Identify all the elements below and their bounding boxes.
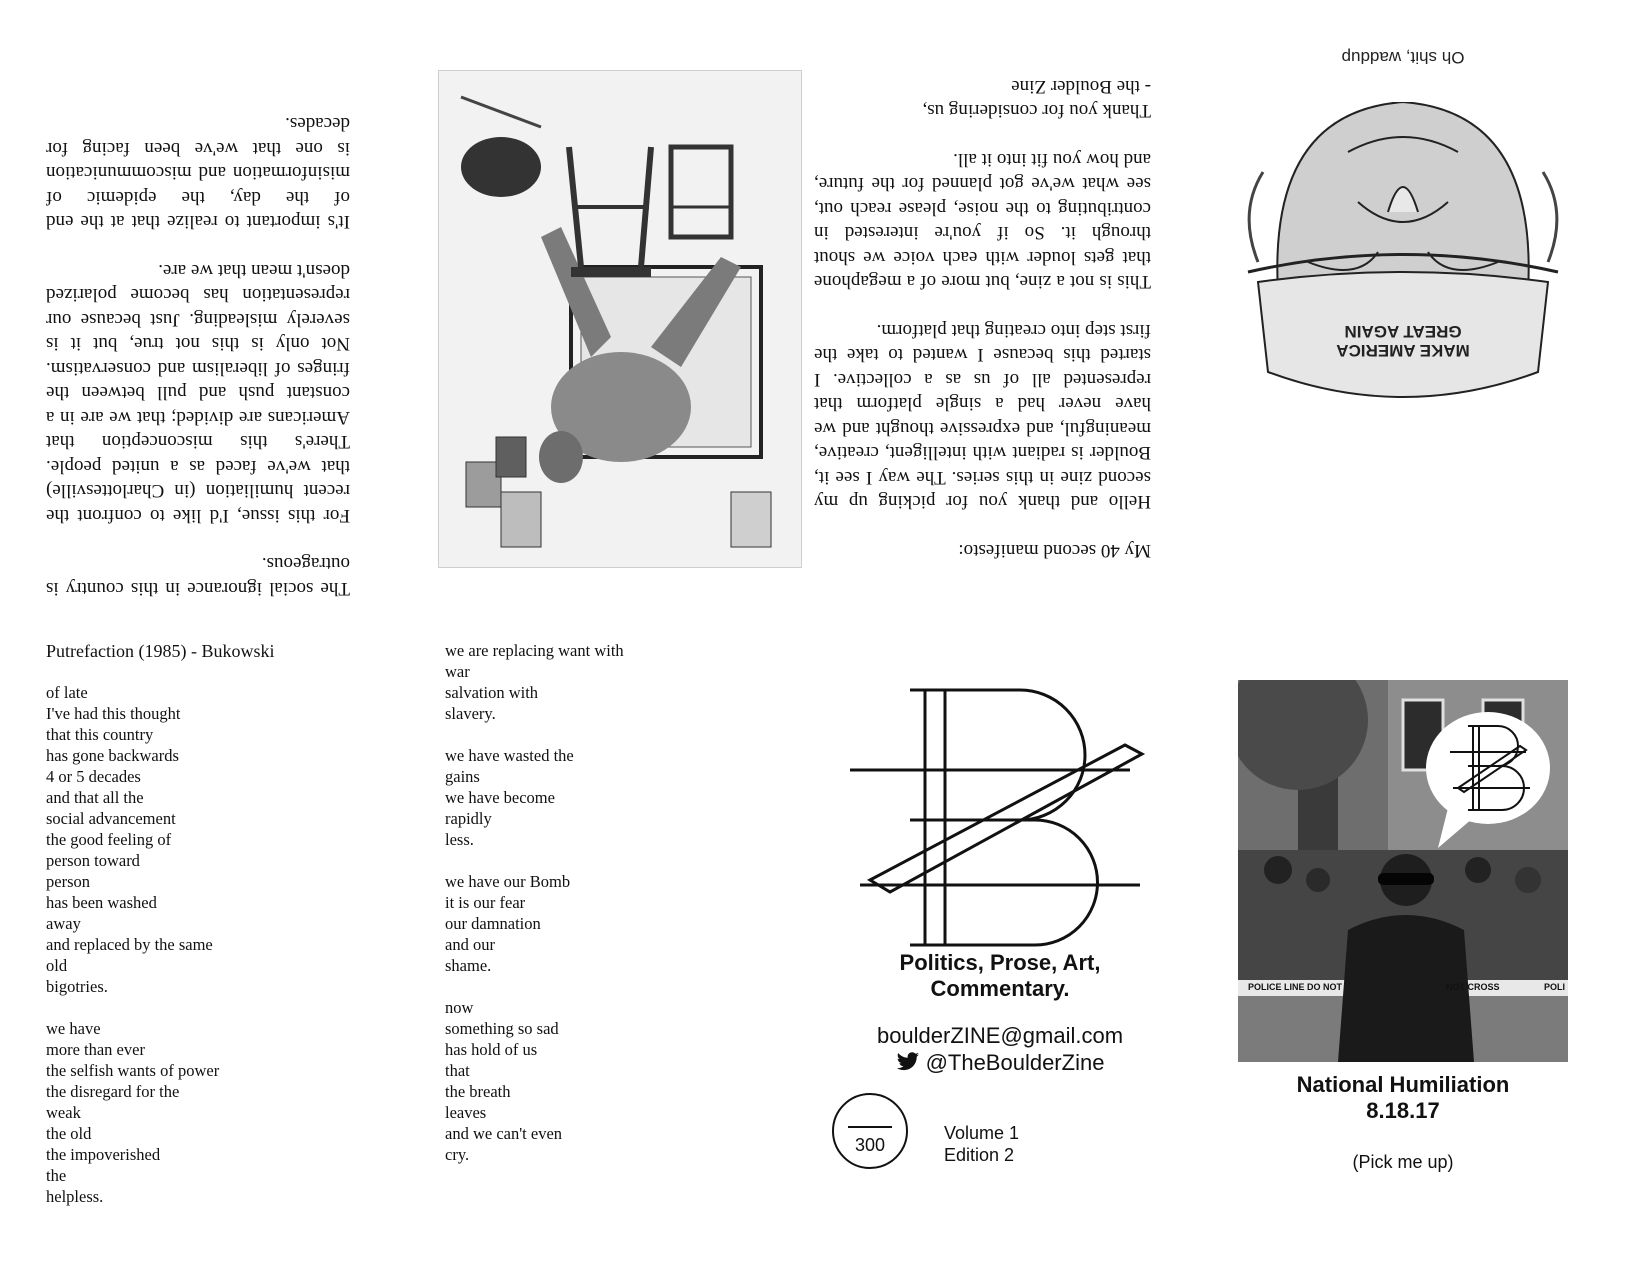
bucket: [461, 137, 541, 197]
hat-slogan-line-1: MAKE AMERICA: [1336, 341, 1470, 360]
tagline-line-2: Commentary.: [930, 976, 1070, 1001]
poem-stanza-6: now something so sad has hold of us that the breath leaves and we can't even cry.: [445, 998, 563, 1164]
poem-column-1: [46, 640, 406, 1207]
manifesto-thanks: Thank you for considering us,: [922, 100, 1151, 122]
essay-paragraph-3: It's important to realize that at the end of the day, the epidemic of misinformation and miscommunication is one that we've been facing for decades.: [46, 113, 350, 233]
price-circle: [832, 1093, 908, 1169]
poem-stanza-5: we have our Bomb it is our fear our damnation and our shame.: [445, 872, 571, 975]
tagline: [830, 950, 1170, 1002]
speech-bubble-logo: [1418, 708, 1558, 858]
police-tape-right: POLI: [1544, 982, 1566, 992]
front-cover-panel: [1238, 680, 1568, 1240]
cover-title-line: National Humiliation: [1296, 1072, 1510, 1097]
contact-email[interactable]: boulderZINE@gmail.com: [876, 1023, 1124, 1048]
tagline-line-1: Politics, Prose, Art,: [899, 950, 1101, 975]
issue-info: [944, 1122, 1019, 1166]
manifesto-paragraph-2: This is not a zine, but more of a megaphone that gets louder with each voice we shout through it. So if you're interested in contributing to the noise, please reach out, see what we've got planned for the future, and how you fit into it all.: [814, 149, 1151, 293]
volume-label: Volume 1: [944, 1123, 1020, 1143]
essay-paragraph-1: The social ignorance in this country is outrageous.: [46, 553, 350, 599]
poem-stanza-4: we have wasted the gains we have become rapidly less.: [445, 746, 574, 849]
collage-drawing: [439, 71, 801, 567]
figure-head: [539, 431, 583, 483]
price-value: 300: [854, 1135, 886, 1155]
twitter-handle-text: @TheBoulderZine: [925, 1050, 1105, 1075]
cover-title: [1238, 1072, 1568, 1124]
cover-photo: [1238, 680, 1568, 1062]
twitter-bird-icon: [896, 1052, 920, 1072]
police-tape-left: POLICE LINE DO NOT: [1248, 982, 1343, 992]
poem-column-2: [445, 640, 805, 1165]
caricature-caption: Oh shit, waddup: [1341, 48, 1465, 67]
collage-illustration: [438, 70, 802, 568]
poem-title: Putrefaction (1985) - Bukowski: [46, 641, 275, 661]
manifesto-paragraph-1: Hello and thank you for picking up my second zine in this series. The way I see it, Boulder is radiant with intelligent, creative, meaningful, and expressive thought and we have never had a single platform that represented all of us as a collective. I started this because I wanted to take the first step into creating that platform.: [814, 320, 1151, 513]
pick-me-up-label: (Pick me up): [1352, 1152, 1454, 1172]
intro-essay-panel: [46, 40, 350, 600]
caricature-drawing: [1238, 102, 1568, 412]
essay-paragraph-2: For this issue, I'd like to confront the recent humiliation (in Charlottesville) that we've faced as a united people. There's this misconception that Americans are divided; that we are in a constant push and pull between the fringes of liberalism and conservatism. Not only is this not true, but it is severely misleading. Just because our representation has become polarized doesn't mean that we are.: [46, 260, 350, 526]
cover-date: 8.18.17: [1366, 1098, 1440, 1123]
manifesto-heading: My 40 second manifesto:: [958, 540, 1151, 561]
hat-slogan: [1318, 322, 1488, 360]
poem-stanza-1: of late I've had this thought that this country has gone backwards 4 or 5 decades and that all the social advancement the good feeling of person toward person has been washed away and replaced by the same old bigotries.: [46, 683, 213, 996]
police-tape-middle: NOT CROSS: [1446, 982, 1500, 992]
boulder-zine-logo: [850, 670, 1160, 960]
poem-stanza-2: we have more than ever the selfish wants of power the disregard for the weak the old the impoverished the helpless.: [46, 1019, 220, 1206]
hat-slogan-line-2: GREAT AGAIN: [1344, 322, 1462, 341]
caricature-panel: [1238, 36, 1568, 412]
manifesto-panel: [814, 40, 1151, 562]
twitter-handle[interactable]: [830, 1050, 1170, 1076]
stool: [571, 267, 651, 277]
poem-stanza-3: we are replacing want with war salvation with slavery.: [445, 641, 624, 723]
edition-label: Edition 2: [944, 1145, 1015, 1165]
back-cover-panel: [830, 660, 1190, 1260]
manifesto-signature: - the Boulder Zine: [1011, 76, 1151, 97]
